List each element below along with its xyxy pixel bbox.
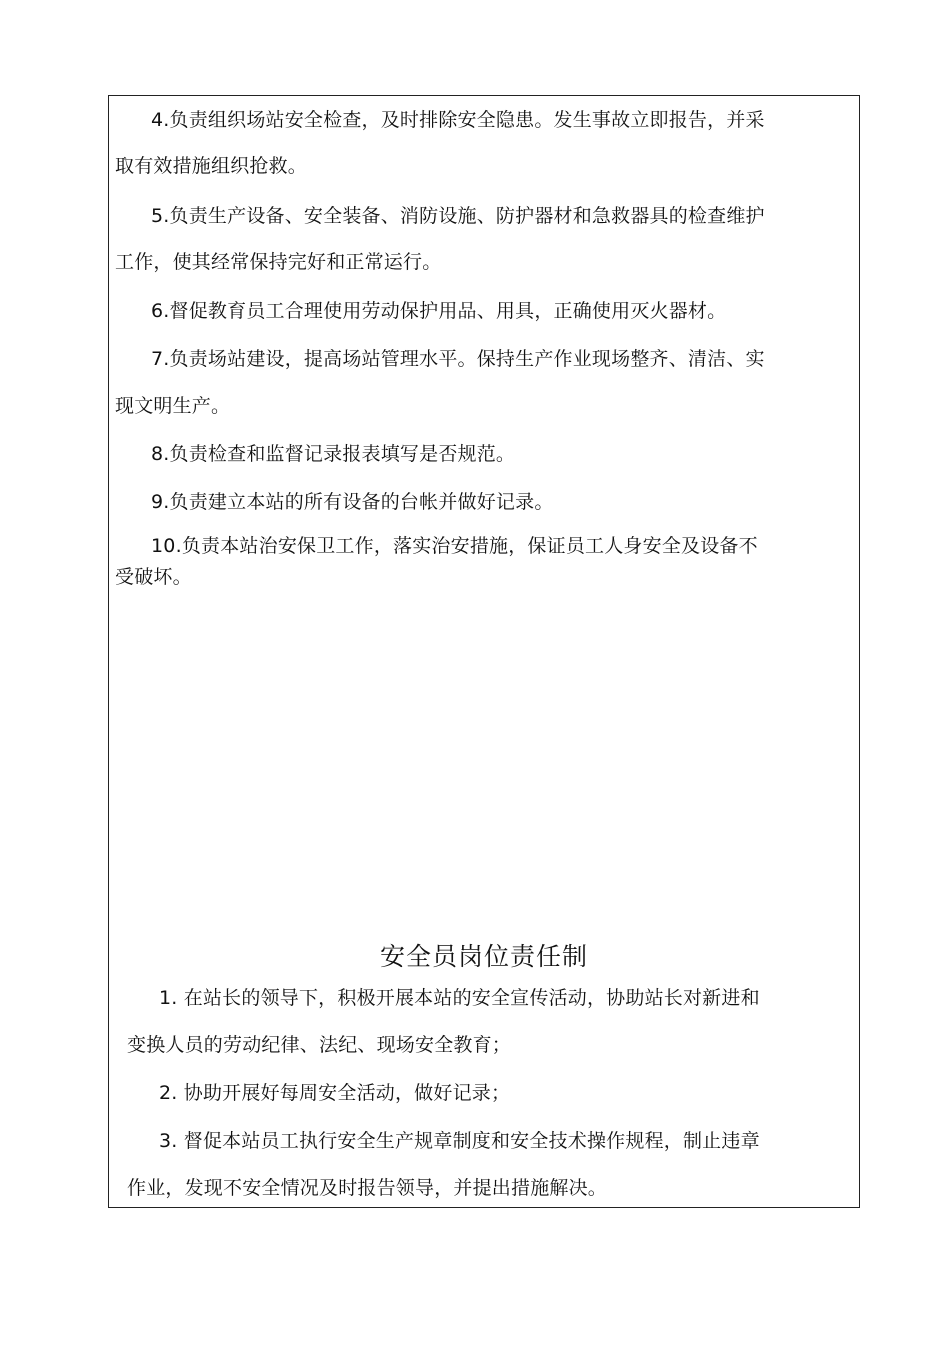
item-7-line-1: 7.负责场站建设，提高场站管理水平。保持生产作业现场整齐、清洁、实	[151, 348, 765, 370]
item-6-line-1: 6.督促教育员工合理使用劳动保护用品、用具，正确使用灭火器材。	[151, 300, 727, 322]
duty-3-line-1: 3. 督促本站员工执行安全生产规章制度和安全技术操作规程，制止违章	[159, 1130, 760, 1152]
item-10-line-2: 受破坏。	[115, 566, 192, 588]
duty-1-line-2: 变换人员的劳动纪律、法纪、现场安全教育；	[127, 1034, 512, 1056]
item-4-line-1: 4.负责组织场站安全检查，及时排除安全隐患。发生事故立即报告，并采	[151, 109, 765, 131]
item-9-line-1: 9.负责建立本站的所有设备的台帐并做好记录。	[151, 491, 554, 513]
item-8-line-1: 8.负责检查和监督记录报表填写是否规范。	[151, 443, 516, 465]
document-frame	[108, 95, 860, 1208]
item-5-line-1: 5.负责生产设备、安全装备、消防设施、防护器材和急救器具的检查维护	[151, 205, 765, 227]
item-4-line-2: 取有效措施组织抢救。	[115, 155, 308, 177]
duty-1-line-1: 1. 在站长的领导下，积极开展本站的安全宣传活动，协助站长对新进和	[159, 987, 760, 1009]
item-10-line-1: 10.负责本站治安保卫工作，落实治安措施，保证员工人身安全及设备不	[151, 535, 758, 557]
item-5-line-2: 工作，使其经常保持完好和正常运行。	[115, 251, 442, 273]
duty-3-line-2: 作业，发现不安全情况及时报告领导，并提出措施解决。	[127, 1177, 608, 1199]
section-title: 安全员岗位责任制	[379, 942, 588, 971]
duty-2-line-1: 2. 协助开展好每周安全活动，做好记录；	[159, 1082, 511, 1104]
item-7-line-2: 现文明生产。	[115, 395, 231, 417]
